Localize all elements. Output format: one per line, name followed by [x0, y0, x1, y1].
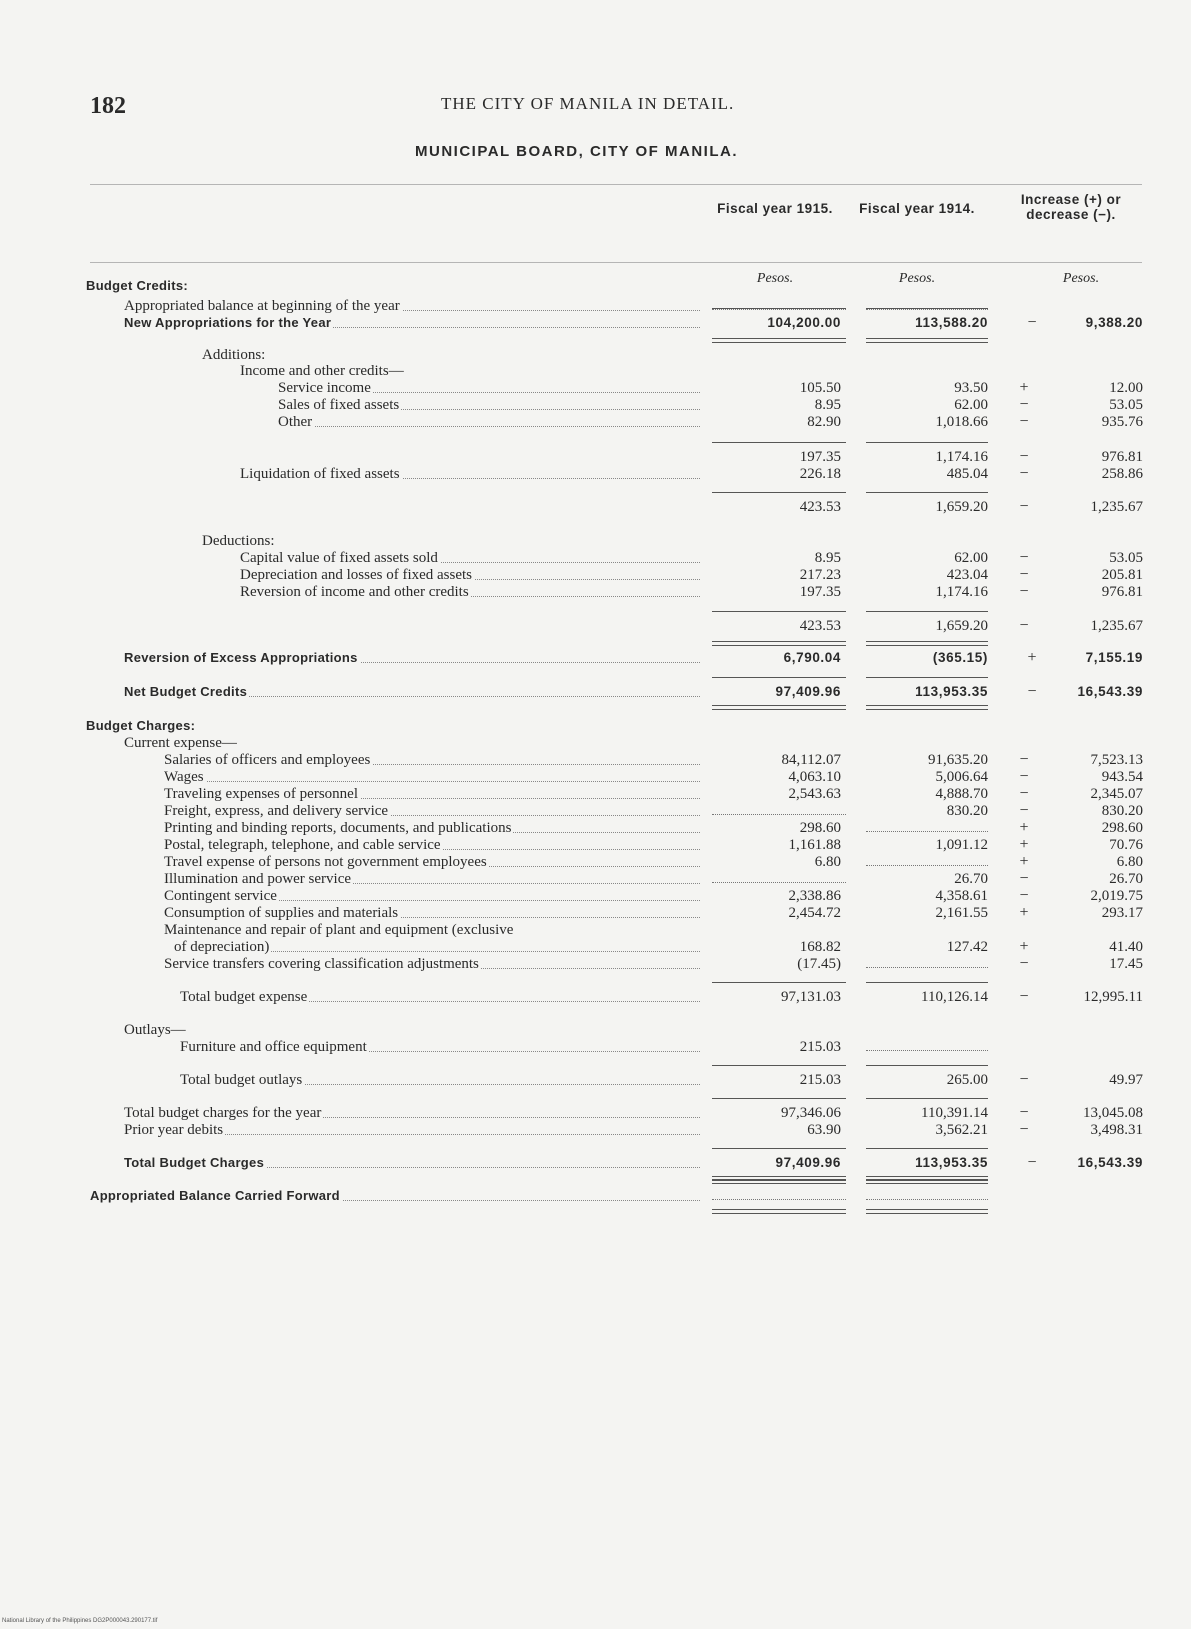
value-fy1914: 1,091.12 — [935, 837, 988, 853]
value-fy1914: (365.15) — [932, 650, 988, 665]
change-sign: + — [1027, 649, 1037, 666]
row-label — [164, 904, 700, 922]
value-fy1915: 82.90 — [807, 414, 841, 430]
value-fy1914: 26.70 — [954, 871, 988, 887]
value-change: 13,045.08 — [1083, 1105, 1143, 1121]
value-fy1915: 197.35 — [799, 584, 841, 600]
row-label-text: Appropriated Balance Carried Forward — [90, 1188, 340, 1203]
row-label — [240, 465, 700, 483]
value-fy1914: 3,562.21 — [935, 1122, 988, 1138]
table-row — [0, 921, 1191, 939]
sum-rule — [866, 492, 988, 493]
blank-dots-fy1914 — [866, 831, 988, 832]
sum-rule — [712, 1179, 846, 1180]
row-label — [124, 649, 700, 667]
row-label-text: Maintenance and repair of plant and equipment (exclusive — [164, 922, 514, 938]
footer-credit: National Library of the Philippines DG2P000043.290177.tif — [2, 1618, 158, 1624]
table-row — [0, 853, 1191, 871]
table-row — [0, 314, 1191, 332]
change-sign: − — [1019, 396, 1029, 413]
sum-rule — [712, 338, 846, 339]
table-row — [0, 1121, 1191, 1139]
row-label — [180, 1071, 700, 1089]
table-row — [0, 396, 1191, 414]
blank-dots-fy1914 — [866, 967, 988, 968]
value-change: 70.76 — [1109, 837, 1143, 853]
value-fy1914: 5,006.64 — [935, 769, 988, 785]
value-fy1914: 113,588.20 — [915, 315, 988, 330]
sum-rule — [866, 1176, 988, 1177]
col-header-change: Increase (+) or decrease (−). — [1020, 192, 1122, 222]
row-label — [164, 853, 700, 871]
value-change: 976.81 — [1101, 449, 1143, 465]
sum-rule — [712, 1209, 846, 1210]
table-row — [0, 802, 1191, 820]
row-label-text: New Appropriations for the Year — [124, 315, 332, 330]
value-fy1915: 217.23 — [799, 567, 841, 583]
blank-dots-fy1914 — [866, 309, 988, 310]
blank-dots-fy1914 — [866, 1199, 988, 1200]
row-label-text: Postal, telegraph, telephone, and cable service — [164, 837, 441, 853]
sum-rule — [866, 1065, 988, 1066]
row-label — [240, 566, 700, 584]
table-row — [0, 465, 1191, 483]
value-fy1914: 62.00 — [954, 550, 988, 566]
value-change: 2,019.75 — [1090, 888, 1143, 904]
sum-rule — [712, 1180, 846, 1181]
sum-rule — [866, 1183, 988, 1184]
table-row — [0, 277, 1191, 295]
value-fy1915: 215.03 — [799, 1039, 841, 1055]
row-label-text: Prior year debits — [124, 1122, 224, 1138]
blank-dots-fy1915 — [712, 882, 846, 883]
row-label-text: Additions: — [202, 347, 266, 363]
value-fy1914: 91,635.20 — [928, 752, 988, 768]
sum-rule — [866, 709, 988, 710]
change-sign: − — [1019, 1071, 1029, 1088]
unit-label-fy1915: Pesos. — [756, 271, 794, 286]
row-label — [164, 955, 700, 973]
change-sign: − — [1019, 955, 1029, 972]
change-sign: − — [1019, 413, 1029, 430]
value-change: 2,345.07 — [1090, 786, 1143, 802]
sum-rule — [866, 982, 988, 983]
blank-dots-fy1915 — [712, 814, 846, 815]
row-label-text: Printing and binding reports, documents, and publications — [164, 820, 512, 836]
value-fy1914: 1,174.16 — [935, 584, 988, 600]
sum-rule — [866, 1209, 988, 1210]
value-fy1915: 8.95 — [814, 397, 841, 413]
table-row — [0, 498, 1191, 516]
unit-label-change: Pesos. — [1062, 271, 1100, 286]
table-row — [0, 836, 1191, 854]
row-label — [180, 1038, 700, 1056]
sum-rule — [712, 982, 846, 983]
table-row — [0, 649, 1191, 667]
change-sign: − — [1019, 751, 1029, 768]
table-row — [0, 1021, 1191, 1039]
value-fy1915: 97,409.96 — [775, 684, 841, 699]
value-change: 7,155.19 — [1085, 650, 1143, 665]
row-label-text: Freight, express, and delivery service — [164, 803, 389, 819]
table-row — [0, 717, 1191, 735]
header-rule — [90, 262, 1142, 263]
row-label-text: Liquidation of fixed assets — [240, 466, 400, 482]
row-label — [164, 836, 700, 854]
sum-rule — [866, 1148, 988, 1149]
value-fy1915: 4,063.10 — [788, 769, 841, 785]
row-label — [124, 1154, 700, 1172]
value-fy1915: 63.90 — [807, 1122, 841, 1138]
value-fy1915: 423.53 — [799, 618, 841, 634]
value-change: 935.76 — [1101, 414, 1143, 430]
table-row — [0, 870, 1191, 888]
change-sign: − — [1019, 498, 1029, 515]
table-row — [0, 617, 1191, 635]
table-row — [0, 734, 1191, 752]
value-fy1914: 110,391.14 — [921, 1105, 988, 1121]
value-change: 41.40 — [1109, 939, 1143, 955]
table-row — [0, 683, 1191, 701]
value-change: 293.17 — [1101, 905, 1143, 921]
unit-label-fy1914: Pesos. — [898, 271, 936, 286]
row-label-text: of depreciation) — [174, 939, 270, 955]
row-label — [90, 1187, 700, 1205]
table-title: MUNICIPAL BOARD, CITY OF MANILA. — [415, 143, 738, 160]
value-change: 26.70 — [1109, 871, 1143, 887]
value-fy1914: 113,953.35 — [915, 684, 988, 699]
value-fy1915: 2,338.86 — [788, 888, 841, 904]
change-sign: − — [1019, 870, 1029, 887]
value-fy1914: 1,659.20 — [935, 499, 988, 515]
page-number: 182 — [90, 93, 126, 119]
sum-rule — [866, 1180, 988, 1181]
table-row — [0, 1104, 1191, 1122]
table-row — [0, 819, 1191, 837]
sum-rule — [712, 709, 846, 710]
value-fy1915: 97,131.03 — [781, 989, 841, 1005]
value-change: 1,235.67 — [1090, 618, 1143, 634]
row-label — [202, 532, 700, 550]
sum-rule — [712, 1148, 846, 1149]
value-change: 16,543.39 — [1077, 684, 1143, 699]
blank-dots-fy1915 — [712, 1199, 846, 1200]
row-label-text: Consumption of supplies and materials — [164, 905, 399, 921]
change-sign: + — [1019, 938, 1029, 955]
sum-rule — [712, 1065, 846, 1066]
row-label — [124, 1021, 700, 1039]
row-label-text: Traveling expenses of personnel — [164, 786, 358, 802]
value-change: 7,523.13 — [1090, 752, 1143, 768]
table-row — [0, 566, 1191, 584]
value-fy1914: 4,358.61 — [935, 888, 988, 904]
table-row — [0, 448, 1191, 466]
table-row — [0, 1071, 1191, 1089]
sum-rule — [712, 442, 846, 443]
value-fy1914: 485.04 — [946, 466, 988, 482]
row-label — [124, 1121, 700, 1139]
value-change: 943.54 — [1101, 769, 1143, 785]
row-label — [180, 988, 700, 1006]
row-label-text: Wages — [164, 769, 204, 785]
row-label-text: Sales of fixed assets — [278, 397, 400, 413]
row-label-text: Furniture and office equipment — [180, 1039, 367, 1055]
value-fy1914: 127.42 — [946, 939, 988, 955]
change-sign: − — [1027, 314, 1037, 331]
leader-dots — [278, 426, 700, 427]
table-row — [0, 583, 1191, 601]
row-label-text: Income and other credits— — [240, 363, 404, 379]
change-sign: − — [1019, 1121, 1029, 1138]
row-label — [174, 938, 700, 956]
row-label-text: Total budget outlays — [180, 1072, 303, 1088]
value-change: 1,235.67 — [1090, 499, 1143, 515]
row-label — [240, 362, 700, 380]
sum-rule — [712, 308, 846, 309]
table-row — [0, 1187, 1191, 1205]
row-label-text: Illumination and power service — [164, 871, 352, 887]
blank-dots-fy1914 — [866, 1050, 988, 1051]
value-change: 49.97 — [1109, 1072, 1143, 1088]
sum-rule — [712, 342, 846, 343]
value-change: 12.00 — [1109, 380, 1143, 396]
row-label-text: Capital value of fixed assets sold — [240, 550, 438, 566]
value-fy1915: 6.80 — [814, 854, 841, 870]
row-label-text: Total budget charges for the year — [124, 1105, 322, 1121]
table-row — [0, 887, 1191, 905]
value-fy1914: 113,953.35 — [915, 1155, 988, 1170]
change-sign: − — [1019, 617, 1029, 634]
row-label — [124, 683, 700, 701]
row-label-text: Salaries of officers and employees — [164, 752, 371, 768]
row-label-text: Depreciation and losses of fixed assets — [240, 567, 473, 583]
sum-rule — [712, 641, 846, 642]
running-title: THE CITY OF MANILA IN DETAIL. — [441, 94, 735, 113]
value-fy1915: 423.53 — [799, 499, 841, 515]
value-change: 976.81 — [1101, 584, 1143, 600]
row-label — [164, 768, 700, 786]
row-label-text: Budget Credits: — [86, 278, 188, 293]
col-header-fy1915: Fiscal year 1915. — [717, 201, 833, 216]
value-change: 16,543.39 — [1077, 1155, 1143, 1170]
table-row — [0, 362, 1191, 380]
change-sign: − — [1019, 465, 1029, 482]
sum-rule — [866, 645, 988, 646]
row-label-text: Reversion of Excess Appropriations — [124, 650, 358, 665]
table-row — [0, 297, 1191, 315]
value-fy1914: 423.04 — [946, 567, 988, 583]
sum-rule — [866, 1179, 988, 1180]
change-sign: − — [1019, 566, 1029, 583]
table-row — [0, 379, 1191, 397]
value-fy1915: 97,409.96 — [775, 1155, 841, 1170]
value-change: 298.60 — [1101, 820, 1143, 836]
value-fy1914: 4,888.70 — [935, 786, 988, 802]
value-change: 53.05 — [1109, 550, 1143, 566]
value-fy1914: 1,018.66 — [935, 414, 988, 430]
value-change: 3,498.31 — [1090, 1122, 1143, 1138]
value-fy1915: 1,161.88 — [788, 837, 841, 853]
sum-rule — [712, 1098, 846, 1099]
sum-rule — [712, 492, 846, 493]
value-fy1915: 97,346.06 — [781, 1105, 841, 1121]
table-row — [0, 1038, 1191, 1056]
table-row — [0, 938, 1191, 956]
value-fy1914: 1,659.20 — [935, 618, 988, 634]
value-fy1914: 265.00 — [946, 1072, 988, 1088]
row-label-text: Current expense— — [124, 735, 237, 751]
table-row — [0, 785, 1191, 803]
value-change: 6.80 — [1116, 854, 1143, 870]
value-fy1915: 168.82 — [799, 939, 841, 955]
row-label — [240, 583, 700, 601]
blank-dots-fy1915 — [712, 309, 846, 310]
value-fy1915: 2,454.72 — [788, 905, 841, 921]
row-label-text: Reversion of income and other credits — [240, 584, 469, 600]
change-sign: − — [1027, 1154, 1037, 1171]
sum-rule — [712, 1213, 846, 1214]
sum-rule — [866, 705, 988, 706]
row-label — [164, 785, 700, 803]
value-fy1915: 104,200.00 — [767, 315, 841, 330]
sum-rule — [866, 338, 988, 339]
change-sign: − — [1019, 988, 1029, 1005]
row-label — [240, 549, 700, 567]
row-label — [164, 751, 700, 769]
table-row — [0, 904, 1191, 922]
row-label-text: Travel expense of persons not government employees — [164, 854, 487, 870]
sum-rule — [712, 645, 846, 646]
change-sign: − — [1019, 448, 1029, 465]
change-sign: − — [1027, 683, 1037, 700]
value-fy1915: (17.45) — [797, 956, 841, 972]
table-row — [0, 532, 1191, 550]
value-change: 12,995.11 — [1083, 989, 1143, 1005]
table-row — [0, 549, 1191, 567]
row-label-text: Budget Charges: — [86, 718, 196, 733]
value-fy1914: 1,174.16 — [935, 449, 988, 465]
row-label — [164, 802, 700, 820]
sum-rule — [866, 1098, 988, 1099]
table-row — [0, 751, 1191, 769]
row-label — [124, 314, 700, 332]
row-label-text: Appropriated balance at beginning of the year — [124, 298, 400, 314]
value-fy1915: 6,790.04 — [783, 650, 841, 665]
sum-rule — [866, 677, 988, 678]
value-fy1915: 2,543.63 — [788, 786, 841, 802]
change-sign: + — [1019, 819, 1029, 836]
row-label — [86, 277, 700, 295]
row-label — [278, 396, 700, 414]
table-row — [0, 768, 1191, 786]
row-label-text: Net Budget Credits — [124, 684, 248, 699]
value-change: 258.86 — [1101, 466, 1143, 482]
value-fy1914: 830.20 — [946, 803, 988, 819]
sum-rule — [712, 1176, 846, 1177]
row-label-text: Deductions: — [202, 533, 275, 549]
change-sign: − — [1019, 887, 1029, 904]
row-label-text: Total Budget Charges — [124, 1155, 265, 1170]
value-fy1914: 110,126.14 — [921, 989, 988, 1005]
row-label-text: Service income — [278, 380, 371, 396]
row-label-text: Other — [278, 414, 313, 430]
value-fy1914: 62.00 — [954, 397, 988, 413]
value-change: 53.05 — [1109, 397, 1143, 413]
row-label — [164, 921, 700, 939]
row-label — [124, 297, 700, 315]
sum-rule — [866, 1213, 988, 1214]
value-fy1915: 8.95 — [814, 550, 841, 566]
change-sign: + — [1019, 853, 1029, 870]
sum-rule — [712, 705, 846, 706]
leader-dots — [164, 781, 700, 782]
value-fy1914: 93.50 — [954, 380, 988, 396]
table-row — [0, 988, 1191, 1006]
blank-dots-fy1914 — [866, 865, 988, 866]
change-sign: + — [1019, 836, 1029, 853]
change-sign: − — [1019, 583, 1029, 600]
value-fy1915: 215.03 — [799, 1072, 841, 1088]
row-label — [86, 717, 700, 735]
value-change: 17.45 — [1109, 956, 1143, 972]
sum-rule — [866, 308, 988, 309]
sum-rule — [866, 342, 988, 343]
value-fy1915: 298.60 — [799, 820, 841, 836]
value-fy1914: 2,161.55 — [935, 905, 988, 921]
row-label — [164, 819, 700, 837]
sum-rule — [866, 442, 988, 443]
value-fy1915: 226.18 — [799, 466, 841, 482]
value-fy1915: 84,112.07 — [781, 752, 841, 768]
table-row — [0, 1154, 1191, 1172]
col-header-fy1914: Fiscal year 1914. — [859, 201, 975, 216]
value-fy1915: 197.35 — [799, 449, 841, 465]
change-sign: − — [1019, 549, 1029, 566]
change-sign: − — [1019, 802, 1029, 819]
sum-rule — [712, 677, 846, 678]
change-sign: − — [1019, 1104, 1029, 1121]
sum-rule — [712, 1183, 846, 1184]
change-sign: + — [1019, 379, 1029, 396]
row-label — [278, 379, 700, 397]
row-label — [278, 413, 700, 431]
table-row — [0, 955, 1191, 973]
row-label — [124, 734, 700, 752]
row-label — [164, 887, 700, 905]
sum-rule — [866, 641, 988, 642]
table-row — [0, 413, 1191, 431]
sum-rule — [712, 611, 846, 612]
change-sign: + — [1019, 904, 1029, 921]
change-sign: − — [1019, 768, 1029, 785]
row-label-text: Outlays— — [124, 1022, 186, 1038]
value-change: 205.81 — [1101, 567, 1143, 583]
value-fy1915: 105.50 — [799, 380, 841, 396]
sum-rule — [866, 611, 988, 612]
top-rule — [90, 184, 1142, 185]
row-label-text: Service transfers covering classification adjustments — [164, 956, 479, 972]
row-label-text: Total budget expense — [180, 989, 308, 1005]
row-label-text: Contingent service — [164, 888, 277, 904]
row-label — [124, 1104, 700, 1122]
row-label — [164, 870, 700, 888]
value-change: 9,388.20 — [1085, 315, 1143, 330]
value-change: 830.20 — [1101, 803, 1143, 819]
change-sign: − — [1019, 785, 1029, 802]
